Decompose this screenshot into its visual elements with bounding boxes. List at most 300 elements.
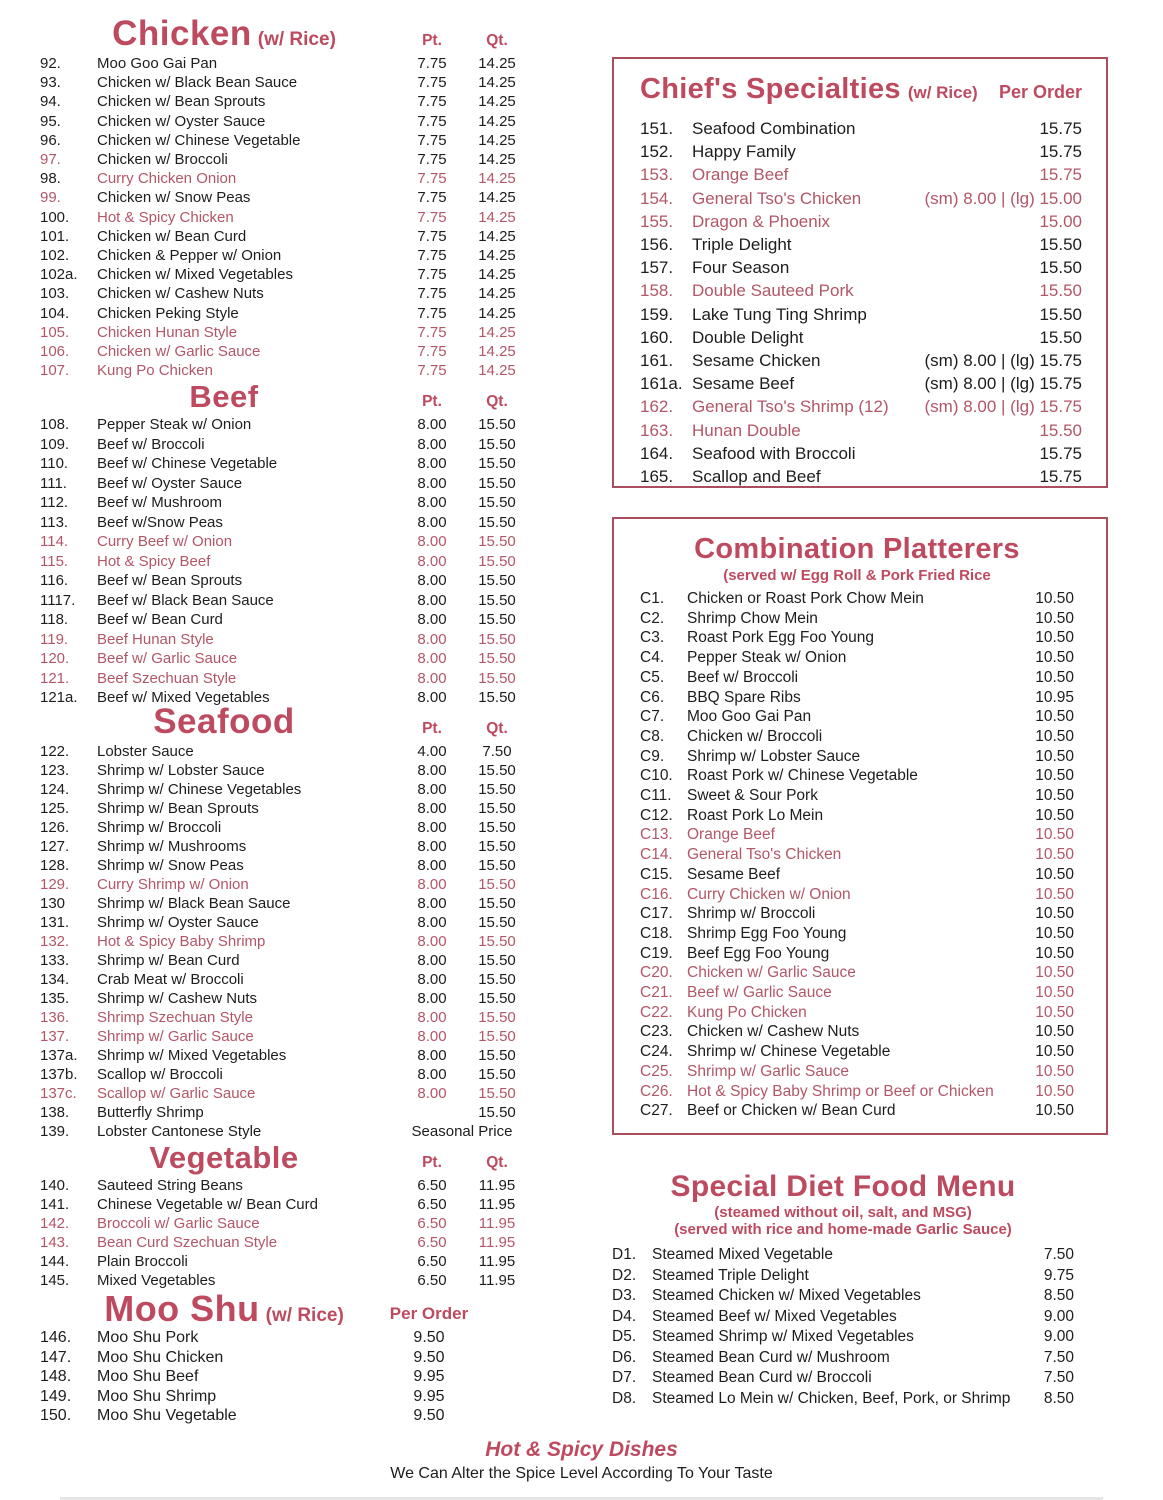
item-price: 10.50 — [1035, 787, 1074, 805]
item-name: Chicken or Roast Pork Chow Mein — [687, 590, 924, 607]
item-pt: 7.75 — [417, 189, 447, 207]
section-seafood — [35, 703, 565, 1141]
per-order-column-header: Per Order — [389, 1304, 469, 1323]
item-name: Moo Shu Vegetable — [97, 1407, 237, 1424]
item-price: (sm) 8.00 | (lg) 15.75 — [924, 351, 1082, 371]
item-pt: 7.75 — [417, 304, 447, 322]
item-num: C26. — [640, 1082, 673, 1100]
item-price: 10.50 — [1035, 727, 1074, 745]
item-pt: 8.00 — [417, 572, 447, 589]
chiefs-specialties-box — [612, 57, 1108, 488]
item-name: Curry Beef w/ Onion — [97, 533, 233, 550]
item-name: General Tso's Shrimp (12) — [692, 397, 889, 417]
item-price: (sm) 8.00 | (lg) 15.75 — [924, 374, 1082, 394]
item-num: D8. — [612, 1389, 637, 1407]
item-num: 159. — [640, 304, 674, 324]
item-num: 127. — [40, 838, 70, 855]
item-name: Steamed Mixed Vegetable — [652, 1246, 833, 1263]
item-pt: 8.00 — [417, 669, 447, 687]
item-qt: 14.25 — [478, 151, 516, 169]
item-pt: 8.00 — [417, 630, 447, 648]
item-qt: 14.25 — [478, 323, 516, 341]
item-num: D1. — [612, 1246, 637, 1263]
item-qt: 15.50 — [478, 1066, 516, 1083]
item-price: 9.95 — [413, 1368, 445, 1385]
item-name: Beef or Chicken w/ Bean Curd — [687, 1102, 896, 1120]
item-num: 141. — [40, 1196, 70, 1213]
section-title — [35, 379, 397, 414]
item-price: 10.50 — [1035, 1003, 1074, 1021]
menu-item-row — [640, 1082, 1074, 1102]
item-num: 111. — [40, 474, 67, 492]
item-num: 129. — [40, 876, 70, 893]
item-name: Moo Shu Shrimp — [97, 1387, 217, 1405]
item-pt: 8.00 — [417, 838, 447, 855]
item-qt: 14.25 — [478, 362, 516, 380]
item-name: Shrimp Chow Mein — [687, 609, 818, 627]
menu-item-row — [640, 845, 1074, 865]
item-num: 125. — [40, 800, 70, 817]
item-pt: 8.00 — [417, 611, 447, 628]
item-num: 154. — [640, 188, 674, 208]
item-num: 97. — [40, 151, 61, 169]
item-name: Pepper Steak w/ Onion — [97, 416, 252, 433]
item-num: 163. — [640, 420, 674, 440]
item-num: 115. — [40, 552, 69, 570]
item-num: 113. — [40, 513, 69, 531]
menu-item-row — [640, 303, 1082, 326]
item-pt: 7.75 — [417, 362, 447, 380]
item-pt: 8.00 — [417, 689, 447, 706]
hot-spicy-note: Hot & Spicy Dishes — [485, 1438, 678, 1461]
item-num: 116. — [40, 572, 69, 589]
item-num: C15. — [640, 865, 673, 883]
item-qt: 15.50 — [478, 669, 516, 687]
item-qt: 15.50 — [478, 781, 516, 798]
item-name: Chicken w/ Chinese Vegetable — [97, 131, 301, 149]
menu-item-row — [640, 766, 1074, 786]
menu-item-row — [640, 1022, 1074, 1042]
item-qt: 15.50 — [478, 914, 516, 931]
item-price: 15.50 — [1039, 281, 1082, 301]
item-pt: 8.00 — [417, 762, 447, 779]
item-qt: 15.50 — [478, 513, 516, 531]
item-name: Seafood Combination — [692, 119, 856, 138]
item-num: 157. — [640, 258, 674, 278]
item-qt: 15.50 — [478, 494, 516, 511]
section-title-suffix: (w/ Rice) — [265, 1305, 344, 1326]
menu-item-row — [35, 1065, 565, 1084]
item-pt: 7.75 — [417, 323, 447, 341]
item-qt: 14.25 — [478, 227, 516, 245]
item-name: Moo Shu Chicken — [97, 1348, 224, 1366]
item-pt: 8.00 — [417, 971, 447, 988]
item-num: 102a. — [40, 266, 78, 284]
menu-item-row — [35, 1084, 565, 1103]
item-name: Shrimp Szechuan Style — [97, 1009, 253, 1026]
quart-column-header: Qt. — [486, 720, 508, 737]
item-name: Beef w/ Black Bean Sauce — [97, 591, 274, 609]
item-num: C5. — [640, 668, 665, 686]
item-price: 9.00 — [1043, 1328, 1074, 1345]
menu-item-row — [35, 246, 565, 265]
menu-item-row — [35, 169, 565, 188]
menu-item-row — [35, 150, 565, 169]
menu-item-row — [35, 856, 565, 875]
item-qt: 14.25 — [478, 55, 516, 72]
item-name: Hunan Double — [692, 420, 801, 440]
section-seafood-header — [35, 703, 565, 741]
item-num: 96. — [40, 131, 61, 149]
item-name: Chicken Peking Style — [97, 304, 239, 322]
item-name: Lobster Cantonese Style — [97, 1123, 262, 1140]
item-qt: 7.50 — [482, 743, 512, 760]
item-price: 10.50 — [1035, 806, 1074, 824]
item-pt: 8.00 — [417, 895, 447, 912]
item-num: 152. — [640, 142, 674, 162]
menu-item-row — [35, 1214, 565, 1233]
item-name: Orange Beef — [692, 165, 789, 185]
item-num: 149. — [40, 1387, 72, 1405]
item-price: (sm) 8.00 | (lg) 15.00 — [924, 188, 1082, 208]
item-name: Kung Po Chicken — [687, 1003, 807, 1021]
menu-item-row — [612, 1368, 1074, 1389]
item-pt: 7.75 — [417, 112, 447, 130]
item-name: Moo Goo Gai Pan — [687, 708, 812, 726]
menu-item-row — [640, 1062, 1074, 1082]
item-num: C20. — [640, 964, 673, 982]
menu-item-row — [35, 1233, 565, 1252]
item-price: 9.95 — [413, 1387, 445, 1405]
item-price: 15.75 — [1039, 443, 1082, 463]
pint-column-header: Pt. — [422, 720, 442, 737]
item-name: Shrimp w/ Lobster Sauce — [687, 747, 861, 765]
item-qt: 11.95 — [478, 1272, 516, 1289]
menu-item-row — [35, 780, 565, 799]
item-num: 131. — [40, 914, 70, 931]
menu-item-row — [35, 493, 565, 513]
section-title-text: Chief's Specialties — [640, 73, 901, 105]
item-qt: 14.25 — [478, 189, 516, 207]
item-num: D3. — [612, 1287, 637, 1304]
menu-item-row — [640, 279, 1082, 302]
section-title-suffix: (w/ Rice) — [907, 83, 978, 102]
item-num: 161a. — [640, 374, 683, 394]
section-subtitle-2: (served with rice and home-made Garlic Sauce) — [674, 1221, 1012, 1238]
menu-item-row — [640, 707, 1074, 727]
item-name: Broccoli w/ Garlic Sauce — [97, 1215, 260, 1232]
menu-item-row — [640, 589, 1074, 609]
menu-item-row — [640, 609, 1074, 629]
per-order-column-header: Per Order — [998, 82, 1082, 102]
item-name: Shrimp w/ Bean Sprouts — [97, 800, 259, 817]
menu-item-row — [640, 326, 1082, 349]
item-name: Steamed Shrimp w/ Mixed Vegetables — [652, 1328, 914, 1345]
item-pt — [397, 1103, 467, 1122]
item-qt: 15.50 — [478, 933, 516, 950]
quart-column-header: Qt. — [486, 32, 508, 49]
item-name: Beef Hunan Style — [97, 630, 214, 648]
menu-item-row — [35, 799, 565, 818]
menu-item-row — [35, 1027, 565, 1046]
item-num: 151. — [640, 119, 674, 138]
item-num: 99. — [40, 189, 61, 207]
item-pt: 8.00 — [417, 1085, 447, 1102]
item-num: C19. — [640, 944, 673, 962]
menu-item-row — [612, 1245, 1074, 1266]
item-name: Chicken w/ Bean Curd — [97, 227, 247, 245]
item-num: C11. — [640, 787, 672, 805]
item-num: 102. — [40, 247, 70, 265]
item-num: 120. — [40, 650, 70, 667]
item-name: Steamed Beef w/ Mixed Vegetables — [652, 1307, 897, 1325]
menu-item-row — [640, 786, 1074, 806]
item-pt: 7.75 — [417, 170, 447, 188]
item-name: Sweet & Sour Pork — [687, 787, 818, 805]
section-title-text: Combination Platterers — [694, 533, 1020, 565]
item-name: Shrimp w/ Bean Curd — [97, 952, 240, 969]
menu-item-row — [35, 454, 565, 474]
item-price: 10.50 — [1035, 885, 1074, 903]
item-num: 147. — [40, 1348, 72, 1366]
item-price: 10.50 — [1035, 846, 1074, 864]
menu-item-row — [640, 648, 1074, 668]
item-price: 9.50 — [413, 1329, 445, 1346]
menu-item-row — [640, 944, 1074, 964]
item-price: 9.50 — [413, 1407, 445, 1424]
item-name: Shrimp w/ Chinese Vegetables — [97, 781, 302, 798]
item-name: Beef w/ Garlic Sauce — [687, 984, 832, 1002]
item-pt: 8.00 — [417, 933, 447, 950]
menu-item-row — [35, 894, 565, 913]
item-num: C3. — [640, 629, 665, 647]
item-name: Steamed Bean Curd w/ Broccoli — [652, 1369, 872, 1386]
item-pt: 8.00 — [417, 819, 447, 836]
item-num: 133. — [40, 952, 70, 969]
item-name: Steamed Triple Delight — [652, 1266, 809, 1284]
item-pt: 7.75 — [417, 208, 447, 226]
item-name: Shrimp w/ Broccoli — [687, 905, 816, 923]
section-beef — [35, 379, 565, 708]
item-pt: 8.00 — [417, 781, 447, 798]
item-pt: 8.00 — [417, 876, 447, 893]
section-moo-shu-header — [35, 1288, 565, 1329]
item-num: C12. — [640, 806, 673, 824]
item-name: Shrimp w/ Snow Peas — [97, 857, 244, 874]
menu-item-row — [640, 395, 1082, 418]
section-chicken-items — [35, 54, 565, 380]
section-chicken-header — [35, 14, 565, 53]
pint-column-header: Pt. — [422, 32, 442, 49]
item-qt: 15.50 — [478, 762, 516, 779]
item-num: C13. — [640, 826, 673, 844]
item-name: BBQ Spare Ribs — [687, 688, 801, 706]
item-qt: 11.95 — [478, 1215, 516, 1232]
item-price: 10.50 — [1035, 609, 1074, 627]
item-qt: 14.25 — [478, 285, 516, 303]
menu-item-row — [640, 256, 1082, 279]
menu-item-row — [612, 1389, 1074, 1410]
menu-item-row — [35, 571, 565, 591]
item-qt: 15.50 — [478, 1085, 516, 1102]
item-pt: 8.00 — [417, 591, 447, 609]
item-num: C27. — [640, 1102, 673, 1120]
menu-item-row — [35, 208, 565, 227]
item-qt: 15.50 — [478, 1028, 516, 1045]
menu-item-row — [640, 825, 1074, 845]
item-num: C8. — [640, 727, 665, 745]
section-title — [35, 703, 397, 741]
item-price: 15.00 — [1039, 211, 1082, 231]
item-price: 15.50 — [1039, 235, 1082, 255]
menu-item-row — [640, 419, 1082, 442]
item-price: 10.50 — [1035, 984, 1074, 1002]
pint-column-header: Pt. — [422, 393, 442, 410]
item-num: 121a. — [40, 689, 78, 706]
item-num: 165. — [640, 467, 674, 487]
spice-level-note: We Can Alter the Spice Level According To Your Taste — [390, 1465, 773, 1482]
menu-item-row — [612, 1327, 1074, 1348]
item-num: C16. — [640, 885, 673, 903]
item-price: 10.50 — [1035, 767, 1074, 785]
item-pt: 8.00 — [417, 650, 447, 667]
item-name: Beef w/ Mixed Vegetables — [97, 689, 270, 706]
section-title-text: Beef — [189, 379, 259, 414]
item-price: 10.50 — [1035, 1082, 1074, 1100]
item-num: 132. — [40, 933, 70, 950]
menu-item-row — [35, 92, 565, 111]
menu-item-row — [35, 1348, 565, 1368]
item-name: Shrimp w/ Garlic Sauce — [687, 1062, 849, 1080]
item-num: D7. — [612, 1369, 637, 1386]
item-pt: 8.00 — [417, 1009, 447, 1026]
item-qt: 15.50 — [478, 650, 516, 667]
item-num: C24. — [640, 1043, 673, 1061]
item-pt: 6.50 — [417, 1253, 447, 1270]
item-pt: 8.00 — [417, 455, 447, 472]
section-title — [35, 14, 397, 53]
item-num: 153. — [640, 165, 674, 185]
item-pt: 8.00 — [417, 552, 447, 570]
item-name: Chicken w/ Black Bean Sauce — [97, 74, 298, 92]
item-num: C10. — [640, 767, 673, 785]
item-name: Bean Curd Szechuan Style — [97, 1234, 278, 1251]
section-vegetable-header — [35, 1141, 565, 1175]
item-pt: 8.00 — [417, 857, 447, 874]
section-moo-shu-items — [35, 1328, 565, 1426]
section-subtitle: (served w/ Egg Roll & Pork Fried Rice — [723, 567, 991, 584]
menu-item-row — [640, 668, 1074, 688]
section-chicken — [35, 14, 565, 380]
item-name: Shrimp Egg Foo Young — [687, 924, 847, 942]
item-price: 10.50 — [1035, 1043, 1074, 1061]
menu-item-row — [35, 532, 565, 552]
item-price: 10.50 — [1035, 924, 1074, 942]
menu-item-row — [35, 304, 565, 323]
menu-item-row — [640, 1003, 1074, 1023]
section-title-text: Chicken — [112, 14, 252, 53]
item-num: 130 — [40, 895, 66, 912]
item-qt: 15.50 — [478, 990, 516, 1007]
item-name: Curry Chicken Onion — [97, 170, 237, 188]
menu-item-row — [640, 1101, 1074, 1121]
item-name: Hot & Spicy Chicken — [97, 208, 234, 226]
item-pt: 7.75 — [417, 131, 447, 149]
item-num: 1117. — [40, 591, 76, 609]
item-price: 10.50 — [1035, 944, 1074, 962]
menu-item-row — [35, 913, 565, 932]
item-price: 15.50 — [1039, 420, 1082, 440]
item-num: 123. — [40, 762, 70, 779]
section-title-text: Seafood — [153, 702, 295, 741]
item-name: Hot & Spicy Beef — [97, 552, 211, 570]
item-num: 98. — [40, 170, 61, 188]
item-name: Plain Broccoli — [97, 1253, 188, 1270]
item-qt: 14.25 — [478, 170, 516, 188]
item-num: 140. — [40, 1177, 70, 1194]
item-name: Beef Szechuan Style — [97, 669, 237, 687]
menu-item-row — [35, 761, 565, 780]
item-pt: 7.75 — [417, 285, 447, 303]
item-price: 10.50 — [1035, 649, 1074, 667]
menu-item-row — [612, 1266, 1074, 1287]
item-price: 15.75 — [1039, 119, 1082, 138]
item-num: D6. — [612, 1348, 637, 1366]
menu-item-row — [640, 187, 1082, 210]
menu-item-row — [640, 904, 1074, 924]
menu-item-row — [640, 465, 1082, 488]
item-name: Orange Beef — [687, 826, 775, 844]
item-name: Chicken w/ Broccoli — [97, 151, 228, 169]
item-num: C1. — [640, 590, 665, 607]
item-num: 121. — [40, 669, 70, 687]
item-qt: 15.50 — [478, 952, 516, 969]
item-name: Beef w/ Oyster Sauce — [97, 474, 243, 492]
item-qt: 15.50 — [478, 416, 516, 433]
item-num: 124. — [40, 781, 70, 798]
item-qt: 14.25 — [478, 208, 516, 226]
item-qt: 15.50 — [478, 611, 516, 628]
item-num: 143. — [40, 1234, 70, 1251]
item-name: Sesame Chicken — [692, 351, 821, 371]
menu-item-row — [35, 649, 565, 669]
section-subtitle-1: (steamed without oil, salt, and MSG) — [714, 1204, 972, 1221]
item-pt: 7.75 — [417, 74, 447, 92]
menu-item-row — [35, 1103, 565, 1122]
item-name: General Tso's Chicken — [692, 188, 862, 208]
item-qt: 15.50 — [478, 591, 516, 609]
menu-item-row — [640, 210, 1082, 233]
item-name: Four Season — [692, 258, 790, 278]
item-num: 145. — [40, 1272, 70, 1289]
item-name: Chicken w/ Oyster Sauce — [97, 112, 266, 130]
item-name: Shrimp w/ Mixed Vegetables — [97, 1047, 287, 1064]
item-qt: 11.95 — [478, 1253, 516, 1270]
item-name: Lobster Sauce — [97, 743, 194, 760]
item-name: Seafood with Broccoli — [692, 443, 856, 463]
item-qt: 15.50 — [478, 552, 516, 570]
menu-item-row — [640, 983, 1074, 1003]
item-num: C25. — [640, 1062, 673, 1080]
item-qt: 14.25 — [478, 131, 516, 149]
item-num: 164. — [640, 443, 674, 463]
menu-item-row — [35, 361, 565, 380]
item-num: 136. — [40, 1009, 70, 1026]
item-name: Scallop w/ Broccoli — [97, 1066, 223, 1083]
item-qt: 15.50 — [478, 1047, 516, 1064]
item-price: 10.50 — [1035, 668, 1074, 686]
item-name: Sauteed String Beans — [97, 1177, 243, 1194]
